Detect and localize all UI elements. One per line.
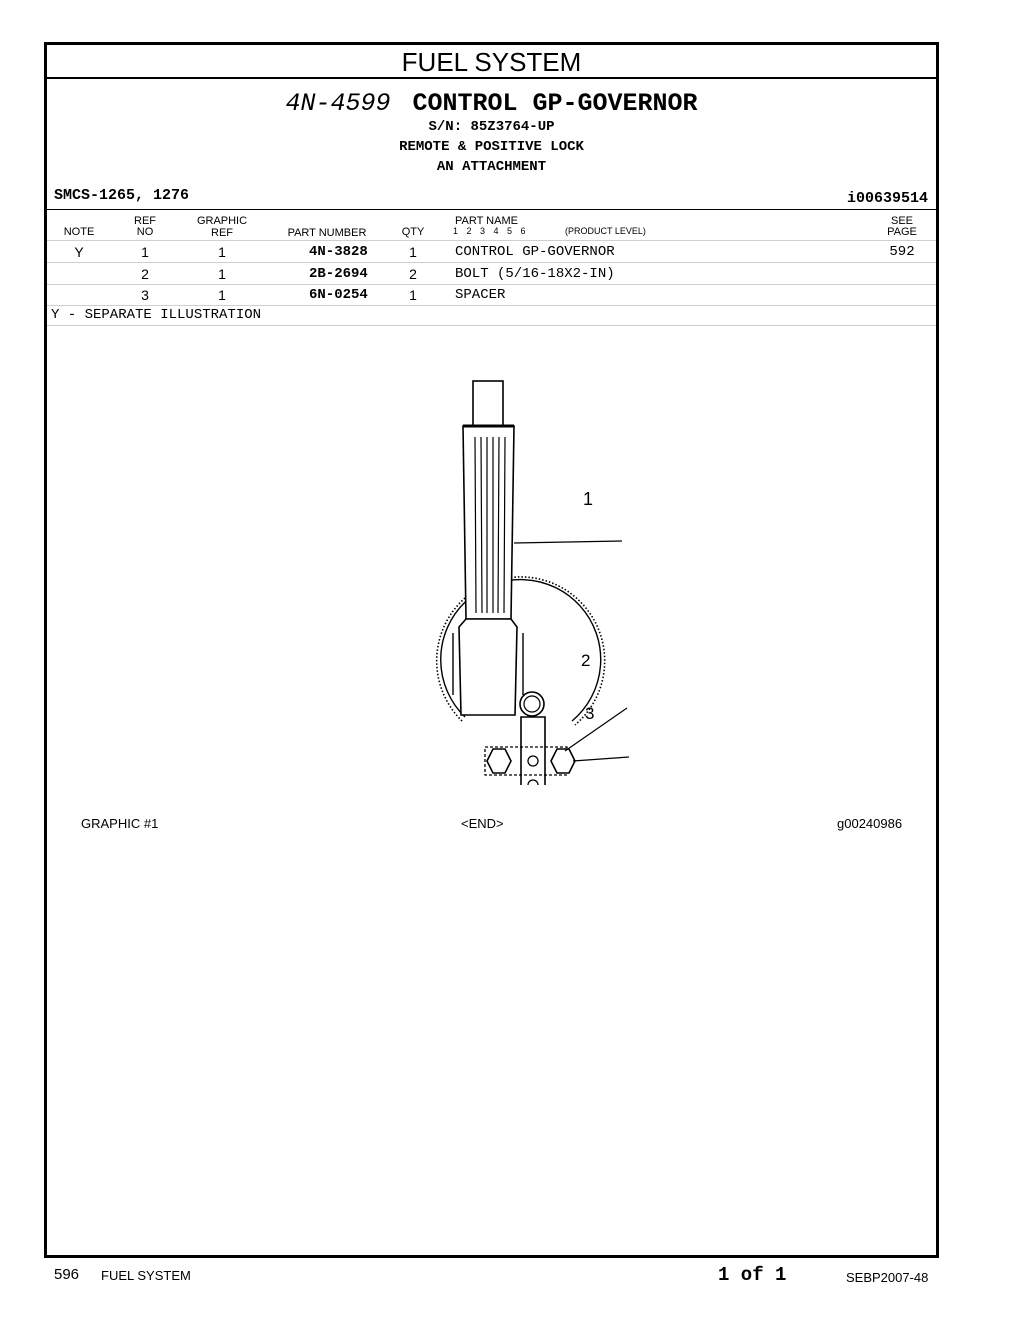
- end-marker: <END>: [461, 816, 504, 831]
- callout-1: 1: [583, 489, 594, 509]
- row-rule: [47, 262, 936, 263]
- group-part-number: 4N-4599: [285, 89, 391, 118]
- footer-section: FUEL SYSTEM: [101, 1268, 191, 1283]
- illustration-id: i00639514: [846, 190, 928, 207]
- col-ref-bottom: NO: [136, 226, 154, 238]
- graphic-id: g00240986: [837, 816, 903, 831]
- row-note: Y: [74, 244, 84, 260]
- footnote-rule: [47, 325, 936, 326]
- col-ref-top: REF: [134, 215, 156, 227]
- row-name: SPACER: [455, 287, 506, 303]
- row-page: 592: [889, 244, 915, 260]
- row-part-number: 2B-2694: [309, 266, 368, 282]
- footnote: Y - SEPARATE ILLUSTRATION: [51, 307, 262, 323]
- row-name: CONTROL GP-GOVERNOR: [455, 244, 615, 260]
- col-graphic-bottom: REF: [211, 227, 233, 239]
- col-part-name: PART NAME: [455, 215, 518, 227]
- row-name: BOLT (5/16-18X2-IN): [455, 266, 615, 282]
- group-name: CONTROL GP-GOVERNOR: [412, 89, 698, 118]
- page-frame: [44, 42, 939, 1258]
- row-qty: 1: [409, 244, 417, 260]
- row-part-number: 6N-0254: [309, 287, 368, 303]
- header-rule: [47, 240, 936, 241]
- col-graphic-top: GRAPHIC: [196, 215, 248, 227]
- footer-page-number: 596: [54, 1266, 80, 1283]
- row-graphic: 1: [218, 266, 226, 282]
- description-line-2: AN ATTACHMENT: [436, 159, 547, 175]
- row-ref: 2: [141, 266, 149, 282]
- row-graphic: 1: [218, 287, 226, 303]
- col-see-top: SEE: [890, 215, 913, 227]
- col-levels: 1 2 3 4 5 6: [453, 226, 526, 236]
- callout-2: 2: [581, 651, 591, 670]
- row-part-number: 4N-3828: [309, 244, 368, 260]
- col-note: NOTE: [63, 226, 95, 238]
- group-title: [47, 89, 936, 118]
- graphic-label: GRAPHIC #1: [81, 816, 159, 831]
- smcs-code: SMCS-1265, 1276: [54, 187, 190, 204]
- footer-doc-number: SEBP2007-48: [846, 1270, 929, 1285]
- row-rule: [47, 284, 936, 285]
- table-top-rule: [47, 209, 936, 210]
- parts-illustration: [387, 365, 667, 785]
- col-qty: QTY: [401, 226, 425, 238]
- row-graphic: 1: [218, 244, 226, 260]
- row-rule: [47, 305, 936, 306]
- row-ref: 3: [141, 287, 149, 303]
- row-qty: 1: [409, 287, 417, 303]
- section-title: FUEL SYSTEM: [47, 45, 936, 79]
- col-see-bottom: PAGE: [887, 226, 917, 238]
- callout-3: 3: [585, 704, 595, 723]
- col-part-number: PART NUMBER: [287, 227, 367, 239]
- row-ref: 1: [141, 244, 149, 260]
- description-line-1: REMOTE & POSITIVE LOCK: [399, 139, 584, 155]
- row-qty: 2: [409, 266, 417, 282]
- serial-range: S/N: 85Z3764-UP: [428, 119, 555, 135]
- col-product-level: (PRODUCT LEVEL): [565, 226, 646, 236]
- footer-page-count: 1 of 1: [718, 1264, 787, 1286]
